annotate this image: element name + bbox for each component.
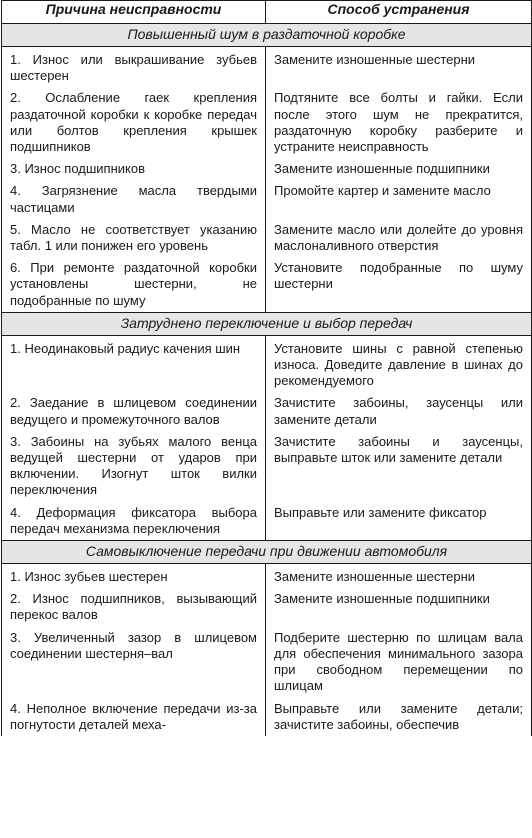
table-row xyxy=(2,564,532,589)
remedy-text: Подтяните все болты и гайки. Если после этого шум не прекратится, раздаточную коробку разберите и устраните неисправность xyxy=(274,90,523,155)
section-header-row xyxy=(2,541,532,564)
remedy-cell xyxy=(266,47,532,88)
section-title: Повышенный шум в раздаточной коробке xyxy=(2,24,532,47)
remedy-text: Подберите шестерню по шлицам вала для обеспечения минимального зазора при свободном перемещении по шлицам xyxy=(274,629,523,694)
table-header-row xyxy=(2,1,532,24)
cause-cell xyxy=(2,627,266,698)
section-title: Затруднено переключение и выбор передач xyxy=(2,312,532,335)
table-row xyxy=(2,87,532,158)
table-row xyxy=(2,431,532,502)
remedy-cell xyxy=(266,698,532,736)
remedy-text: Промойте картер и замените масло xyxy=(274,183,491,199)
remedy-cell xyxy=(266,588,532,626)
table-row xyxy=(2,392,532,430)
cause-text: 5. Масло не соответствует указанию табл. 1 или понижен его уровень xyxy=(10,221,257,254)
section-header-row xyxy=(2,24,532,47)
cause-cell xyxy=(2,47,266,88)
cause-text: 1. Износ или выкрашивание зубьев шестерен xyxy=(10,52,257,84)
cause-cell xyxy=(2,158,266,180)
cause-cell xyxy=(2,392,266,430)
cause-text: 4. Деформация фиксатора выбора передач механизма переключения xyxy=(10,504,257,536)
table-row xyxy=(2,502,532,541)
cause-text: 2. Износ подшипников, вызывающий перекос валов xyxy=(10,591,257,623)
remedy-text: Зачистите забоины, заусенцы или замените детали xyxy=(274,395,523,427)
cause-cell xyxy=(2,335,266,392)
cause-cell xyxy=(2,564,266,589)
section-header-row xyxy=(2,312,532,335)
remedy-cell xyxy=(266,502,532,541)
table-row xyxy=(2,588,532,626)
remedy-text: Замените изношенные шестерни xyxy=(274,52,476,67)
remedy-cell xyxy=(266,392,532,430)
cause-text: 3. Забоины на зубьях малого венца ведущей шестерни от ударов при включении. Изогнут шток вилки переключения xyxy=(10,433,257,498)
remedy-cell xyxy=(266,87,532,158)
table-row xyxy=(2,219,532,257)
remedy-text: Установите шины с равной степенью износа. Доведите давление в шинах до рекомендуемого xyxy=(274,340,523,389)
cause-cell xyxy=(2,180,266,218)
table-row xyxy=(2,257,532,312)
remedy-text: Замените масло или долейте до уровня маслоналивного отверстия xyxy=(274,221,523,254)
table-body xyxy=(2,24,532,736)
cause-text: 3. Износ подшипников xyxy=(10,161,145,177)
remedy-text: Установите подобранные по шуму шестерни xyxy=(274,260,523,292)
cause-text: 1. Износ зубьев шестерен xyxy=(10,569,168,585)
table-row xyxy=(2,698,532,736)
cause-text: 1. Неодинаковый радиус качения шин xyxy=(10,340,241,356)
remedy-cell xyxy=(266,564,532,589)
remedy-cell xyxy=(266,219,532,257)
section-title: Самовыключение передачи при движении автомобиля xyxy=(2,541,532,564)
remedy-text: Выправьте или замените фиксатор xyxy=(274,504,487,520)
remedy-text: Замените изношенные подшипники xyxy=(274,161,490,177)
cause-text: 2. Ослабление гаек крепления раздаточной коробки к коробке передач или болтов крепления крышек подшипников xyxy=(10,90,257,155)
remedy-text: Выправьте или замените детали; зачистите забоины, обеспечив xyxy=(274,700,523,732)
cause-text: 2. Заедание в шлицевом соединении ведущего и промежуточного валов xyxy=(10,395,257,427)
header-cause: Причина неисправности xyxy=(2,1,266,24)
cause-cell xyxy=(2,257,266,312)
cause-cell xyxy=(2,588,266,626)
table-row xyxy=(2,335,532,392)
cause-cell xyxy=(2,87,266,158)
table-row xyxy=(2,627,532,698)
remedy-cell xyxy=(266,335,532,392)
cause-text: 6. При ремонте раздаточной коробки установлены шестерни, не подобранные по шуму xyxy=(10,260,257,308)
remedy-cell xyxy=(266,158,532,180)
cause-cell xyxy=(2,219,266,257)
cause-text: 3. Увеличенный зазор в шлицевом соединении шестерня–вал xyxy=(10,629,257,661)
remedy-cell xyxy=(266,180,532,218)
cause-cell xyxy=(2,698,266,736)
header-remedy: Способ устранения xyxy=(266,1,532,24)
remedy-text: Замените изношенные шестерни xyxy=(274,569,476,585)
cause-text: 4. Загрязнение масла твердыми частицами xyxy=(10,183,257,215)
cause-cell xyxy=(2,431,266,502)
remedy-cell xyxy=(266,257,532,312)
troubleshooting-table xyxy=(1,0,532,736)
remedy-cell xyxy=(266,627,532,698)
table-row xyxy=(2,180,532,218)
cause-text: 4. Неполное включение передачи из-за погнутости деталей меха- xyxy=(10,700,257,732)
remedy-text: Зачистите забоины и заусенцы, выправьте шток или замените детали xyxy=(274,433,523,466)
cause-cell xyxy=(2,502,266,541)
table-row xyxy=(2,47,532,88)
table-row xyxy=(2,158,532,180)
remedy-cell xyxy=(266,431,532,502)
remedy-text: Замените изношенные подшипники xyxy=(274,591,490,607)
